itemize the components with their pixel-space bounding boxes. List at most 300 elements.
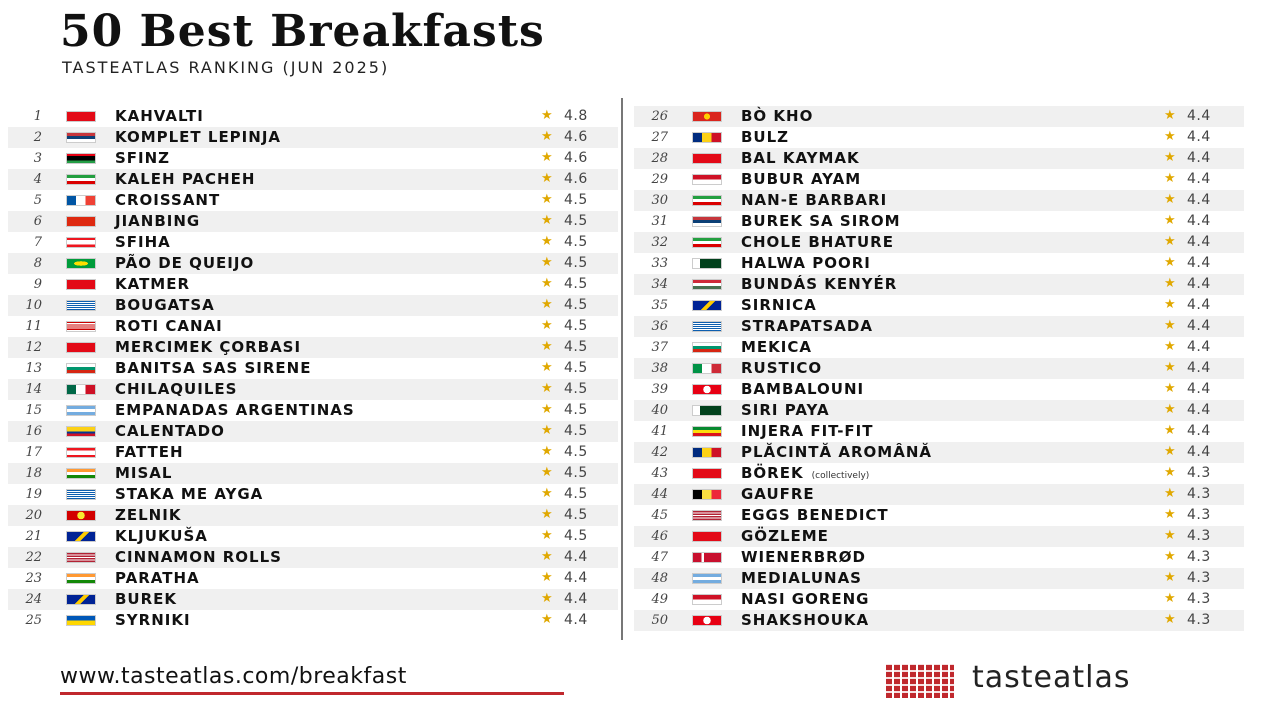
rating-value: 4.4 — [1187, 297, 1211, 313]
flag-ukraine-icon — [66, 615, 96, 626]
rating-value: 4.3 — [1187, 612, 1211, 628]
rank-number: 18 — [25, 466, 42, 481]
flag-argentina-icon — [692, 573, 722, 584]
ranking-row — [8, 106, 618, 127]
flag-lebanon-icon — [66, 237, 96, 248]
ranking-row — [634, 127, 1244, 148]
ranking-row — [8, 610, 618, 631]
rank-number: 16 — [25, 424, 42, 439]
rating-value: 4.5 — [564, 276, 588, 292]
rating-value: 4.4 — [1187, 402, 1211, 418]
flag-turkey-icon — [66, 111, 96, 122]
dish-name[interactable] — [741, 275, 897, 293]
rank-number: 50 — [651, 613, 668, 628]
star-icon: ★ — [541, 150, 553, 165]
dish-name[interactable] — [115, 590, 177, 608]
dish-name-text: SIRNICA — [741, 296, 817, 314]
dish-name-text: HALWA POORI — [741, 254, 871, 272]
star-icon: ★ — [1164, 402, 1176, 417]
rank-number: 15 — [25, 403, 42, 418]
flag-lebanon-icon — [66, 447, 96, 458]
flag-turkey-icon — [692, 468, 722, 479]
flag-belgium-icon — [692, 489, 722, 500]
rating-value: 4.5 — [564, 318, 588, 334]
dish-name-text: CINNAMON ROLLS — [115, 548, 282, 566]
dish-name[interactable] — [741, 233, 894, 251]
rating-value: 4.3 — [1187, 507, 1211, 523]
dish-name-text: BULZ — [741, 128, 790, 146]
dish-name-text: JIANBING — [115, 212, 201, 230]
dish-name[interactable] — [115, 422, 225, 440]
ranking-row — [8, 358, 618, 379]
dish-name[interactable] — [115, 149, 170, 167]
dish-name[interactable] — [115, 338, 301, 356]
rank-number: 6 — [33, 214, 42, 229]
rating-value: 4.4 — [1187, 171, 1211, 187]
dish-name-text: CHILAQUILES — [115, 380, 238, 398]
dish-name[interactable] — [115, 506, 181, 524]
star-icon: ★ — [541, 297, 553, 312]
star-icon: ★ — [541, 528, 553, 543]
rank-number: 13 — [25, 361, 42, 376]
rank-number: 26 — [651, 109, 668, 124]
star-icon: ★ — [541, 276, 553, 291]
dish-name[interactable] — [741, 611, 869, 629]
star-icon: ★ — [541, 423, 553, 438]
rating-value: 4.5 — [564, 486, 588, 502]
dish-name-text: MERCIMEK ÇORBASI — [115, 338, 302, 356]
rating-value: 4.8 — [564, 108, 588, 124]
dish-name[interactable] — [115, 233, 171, 251]
rating-value: 4.4 — [564, 570, 588, 586]
rank-number: 11 — [25, 319, 42, 334]
rank-number: 12 — [25, 340, 42, 355]
flag-iran-icon — [692, 195, 722, 206]
rating-value: 4.5 — [564, 423, 588, 439]
page-subtitle: TASTEATLAS RANKING (JUN 2025) — [62, 58, 390, 77]
rating-value: 4.5 — [564, 360, 588, 376]
ranking-row — [634, 169, 1244, 190]
flag-usa-icon — [66, 552, 96, 563]
flag-libya-icon — [66, 153, 96, 164]
rank-number: 38 — [651, 361, 668, 376]
star-icon: ★ — [1164, 129, 1176, 144]
dish-name-text: MEKICA — [741, 338, 812, 356]
dish-name[interactable] — [115, 107, 204, 125]
dish-name[interactable] — [115, 380, 237, 398]
rank-number: 19 — [25, 487, 42, 502]
flag-italy-icon — [692, 363, 722, 374]
star-icon: ★ — [541, 549, 553, 564]
dish-name[interactable] — [741, 548, 866, 566]
dish-name-text: NAN-E BARBARI — [741, 191, 888, 209]
rating-value: 4.3 — [1187, 570, 1211, 586]
star-icon: ★ — [541, 465, 553, 480]
star-icon: ★ — [541, 213, 553, 228]
dish-name[interactable] — [115, 170, 255, 188]
dish-name-text: ROTI CANAI — [115, 317, 223, 335]
star-icon: ★ — [1164, 255, 1176, 270]
page-title: 50 Best Breakfasts — [60, 6, 545, 57]
star-icon: ★ — [1164, 465, 1176, 480]
star-icon: ★ — [1164, 444, 1176, 459]
dish-name-text: PARATHA — [115, 569, 200, 587]
dish-name-text: BÖREK — [741, 464, 804, 482]
rank-number: 14 — [25, 382, 42, 397]
flag-turkey-icon — [66, 279, 96, 290]
flag-serbia-icon — [692, 216, 722, 227]
dish-name-text: BUBUR AYAM — [741, 170, 862, 188]
flag-china-icon — [66, 216, 96, 227]
flag-romania-icon — [692, 447, 722, 458]
rank-number: 17 — [25, 445, 42, 460]
rating-value: 4.5 — [564, 444, 588, 460]
flag-greece-icon — [692, 321, 722, 332]
flag-france-icon — [66, 195, 96, 206]
star-icon: ★ — [1164, 276, 1176, 291]
rank-number: 27 — [651, 130, 668, 145]
dish-name[interactable] — [115, 359, 311, 377]
star-icon: ★ — [541, 192, 553, 207]
rating-value: 4.5 — [564, 297, 588, 313]
flag-india-icon — [66, 468, 96, 479]
column-divider — [621, 98, 623, 640]
flag-tunisia-icon — [692, 615, 722, 626]
dish-name-text: GAUFRE — [741, 485, 815, 503]
rating-value: 4.5 — [564, 213, 588, 229]
ranking-row — [8, 337, 618, 358]
dish-name[interactable] — [115, 443, 184, 461]
rating-value: 4.4 — [1187, 150, 1211, 166]
brand-logo-text: tasteatlas — [972, 660, 1131, 695]
ranking-row — [8, 484, 618, 505]
dish-name-text: RUSTICO — [741, 359, 823, 377]
flag-pakistan-icon — [692, 258, 722, 269]
rating-value: 4.4 — [1187, 381, 1211, 397]
flag-tunisia-icon — [692, 384, 722, 395]
flag-ethiopia-icon — [692, 426, 722, 437]
dish-name[interactable] — [741, 527, 829, 545]
dish-name[interactable] — [741, 359, 822, 377]
rank-number: 46 — [651, 529, 668, 544]
rank-number: 41 — [651, 424, 668, 439]
dish-name[interactable] — [115, 212, 200, 230]
dish-name-text: BANITSA SAS SIRENE — [115, 359, 312, 377]
rank-number: 33 — [651, 256, 668, 271]
star-icon: ★ — [541, 318, 553, 333]
flag-colombia-icon — [66, 426, 96, 437]
dish-name-text: GÖZLEME — [741, 527, 829, 545]
dish-name[interactable] — [115, 275, 190, 293]
ranking-row — [634, 589, 1244, 610]
rank-number: 7 — [33, 235, 42, 250]
ranking-column-left — [8, 106, 618, 631]
star-icon: ★ — [1164, 108, 1176, 123]
dish-name-text: KAHVALTI — [115, 107, 204, 125]
flag-bulgaria-icon — [66, 363, 96, 374]
dish-name-text: CHOLE BHATURE — [741, 233, 894, 251]
ranking-row — [8, 400, 618, 421]
flag-bulgaria-icon — [692, 342, 722, 353]
dish-name[interactable] — [741, 107, 813, 125]
dish-name-text: MISAL — [115, 464, 173, 482]
ranking-row — [8, 274, 618, 295]
star-icon: ★ — [1164, 339, 1176, 354]
star-icon: ★ — [1164, 549, 1176, 564]
rank-number: 34 — [651, 277, 668, 292]
rank-number: 9 — [33, 277, 42, 292]
dish-name-text: BAL KAYMAK — [741, 149, 860, 167]
rating-value: 4.5 — [564, 465, 588, 481]
star-icon: ★ — [1164, 528, 1176, 543]
flag-malaysia-icon — [66, 321, 96, 332]
rating-value: 4.5 — [564, 528, 588, 544]
ranking-row — [8, 463, 618, 484]
dish-name[interactable] — [115, 254, 254, 272]
rank-number: 5 — [33, 193, 42, 208]
rank-number: 28 — [651, 151, 668, 166]
rating-value: 4.4 — [564, 612, 588, 628]
dish-name-text: STRAPATSADA — [741, 317, 873, 335]
ranking-row — [8, 568, 618, 589]
star-icon: ★ — [541, 612, 553, 627]
ranking-row — [634, 610, 1244, 631]
ranking-row — [634, 190, 1244, 211]
dish-name[interactable] — [741, 170, 861, 188]
dish-name[interactable] — [115, 128, 281, 146]
rank-number: 29 — [651, 172, 668, 187]
dish-name-text: PÃO DE QUEIJO — [115, 254, 255, 272]
dish-name[interactable] — [115, 401, 355, 419]
ranking-row — [634, 505, 1244, 526]
flag-pakistan-icon — [692, 405, 722, 416]
dish-name-text: SYRNIKI — [115, 611, 191, 629]
rating-value: 4.5 — [564, 192, 588, 208]
footer-url-link[interactable]: www.tasteatlas.com/breakfast — [60, 664, 407, 689]
dish-name[interactable] — [741, 380, 864, 398]
rating-value: 4.4 — [1187, 255, 1211, 271]
ranking-row — [8, 589, 618, 610]
rank-number: 48 — [651, 571, 668, 586]
dish-name[interactable] — [741, 464, 869, 482]
dish-name-text: EMPANADAS ARGENTINAS — [115, 401, 355, 419]
rating-value: 4.4 — [1187, 423, 1211, 439]
ranking-row — [634, 274, 1244, 295]
rank-number: 24 — [25, 592, 42, 607]
dish-name-text: BUNDÁS KENYÉR — [741, 275, 898, 293]
rating-value: 4.4 — [1187, 444, 1211, 460]
rating-value: 4.5 — [564, 255, 588, 271]
ranking-row — [634, 358, 1244, 379]
dish-name[interactable] — [741, 506, 889, 524]
dish-name[interactable] — [741, 443, 932, 461]
rating-value: 4.4 — [564, 591, 588, 607]
dish-name[interactable] — [115, 464, 172, 482]
star-icon: ★ — [1164, 318, 1176, 333]
dish-name-text: BOUGATSA — [115, 296, 215, 314]
flag-bosnia-icon — [66, 531, 96, 542]
dish-name-text: CALENTADO — [115, 422, 225, 440]
rank-number: 21 — [25, 529, 42, 544]
star-icon: ★ — [541, 171, 553, 186]
ranking-row — [8, 295, 618, 316]
flag-iran-icon — [692, 237, 722, 248]
rank-number: 30 — [651, 193, 668, 208]
flag-greece-icon — [66, 300, 96, 311]
dish-name[interactable] — [741, 212, 901, 230]
dish-name-text: BUREK SA SIROM — [741, 212, 901, 230]
rank-number: 43 — [651, 466, 668, 481]
rating-value: 4.5 — [564, 381, 588, 397]
flag-denmark-icon — [692, 552, 722, 563]
ranking-row — [8, 127, 618, 148]
ranking-row — [8, 211, 618, 232]
rank-number: 45 — [651, 508, 668, 523]
rating-value: 4.4 — [1187, 108, 1211, 124]
star-icon: ★ — [541, 360, 553, 375]
rank-number: 44 — [651, 487, 668, 502]
dish-name[interactable] — [115, 527, 208, 545]
dish-name-text: BUREK — [115, 590, 178, 608]
dish-name-text: PLĂCINTĂ AROMÂNĂ — [741, 443, 932, 461]
star-icon: ★ — [541, 486, 553, 501]
star-icon: ★ — [541, 129, 553, 144]
star-icon: ★ — [541, 108, 553, 123]
ranking-row — [634, 148, 1244, 169]
ranking-row — [8, 316, 618, 337]
rank-number: 32 — [651, 235, 668, 250]
dish-name[interactable] — [115, 485, 263, 503]
rank-number: 23 — [25, 571, 42, 586]
ranking-row — [8, 547, 618, 568]
dish-name[interactable] — [741, 317, 873, 335]
star-icon: ★ — [541, 234, 553, 249]
dish-name[interactable] — [741, 485, 815, 503]
rating-value: 4.5 — [564, 402, 588, 418]
flag-indonesia-icon — [692, 174, 722, 185]
flag-indonesia-icon — [692, 594, 722, 605]
dish-name[interactable] — [741, 128, 789, 146]
ranking-row — [8, 190, 618, 211]
ranking-row — [8, 442, 618, 463]
rating-value: 4.5 — [564, 507, 588, 523]
dish-name[interactable] — [741, 338, 812, 356]
rank-number: 3 — [33, 151, 42, 166]
flag-brazil-icon — [66, 258, 96, 269]
dish-note: (collectively) — [811, 471, 870, 481]
rank-number: 42 — [651, 445, 668, 460]
dish-name[interactable] — [115, 191, 220, 209]
dish-name-text: SHAKSHOUKA — [741, 611, 870, 629]
star-icon: ★ — [541, 444, 553, 459]
rank-number: 35 — [651, 298, 668, 313]
dish-name[interactable] — [115, 569, 200, 587]
flag-romania-icon — [692, 132, 722, 143]
flag-turkey-icon — [692, 531, 722, 542]
dish-name[interactable] — [741, 191, 887, 209]
tasteatlas-logo-icon — [886, 664, 954, 698]
dish-name-text: EGGS BENEDICT — [741, 506, 889, 524]
rating-value: 4.6 — [564, 150, 588, 166]
dish-name-text: SFINZ — [115, 149, 171, 167]
dish-name-text: STAKA ME AYGA — [115, 485, 264, 503]
flag-bosnia-icon — [66, 594, 96, 605]
rank-number: 20 — [25, 508, 42, 523]
ranking-row — [634, 484, 1244, 505]
rating-value: 4.3 — [1187, 486, 1211, 502]
ranking-column-right — [634, 106, 1244, 631]
rating-value: 4.4 — [1187, 318, 1211, 334]
star-icon: ★ — [1164, 360, 1176, 375]
ranking-row — [8, 253, 618, 274]
star-icon: ★ — [1164, 570, 1176, 585]
dish-name[interactable] — [741, 590, 870, 608]
rating-value: 4.3 — [1187, 591, 1211, 607]
dish-name-text: NASI GORENG — [741, 590, 870, 608]
rank-number: 37 — [651, 340, 668, 355]
dish-name[interactable] — [115, 296, 215, 314]
star-icon: ★ — [1164, 234, 1176, 249]
dish-name[interactable] — [741, 401, 830, 419]
url-underline — [60, 692, 564, 695]
rank-number: 36 — [651, 319, 668, 334]
star-icon: ★ — [1164, 297, 1176, 312]
rating-value: 4.4 — [1187, 129, 1211, 145]
rating-value: 4.4 — [1187, 339, 1211, 355]
rating-value: 4.4 — [564, 549, 588, 565]
ranking-row — [634, 442, 1244, 463]
dish-name[interactable] — [741, 149, 860, 167]
ranking-row — [8, 232, 618, 253]
star-icon: ★ — [1164, 381, 1176, 396]
rating-value: 4.4 — [1187, 234, 1211, 250]
dish-name[interactable] — [741, 254, 871, 272]
dish-name[interactable] — [115, 548, 282, 566]
dish-name[interactable] — [115, 611, 191, 629]
dish-name[interactable] — [741, 422, 873, 440]
ranking-row — [8, 505, 618, 526]
dish-name[interactable] — [741, 296, 817, 314]
dish-name[interactable] — [115, 317, 223, 335]
ranking-row — [634, 379, 1244, 400]
star-icon: ★ — [541, 255, 553, 270]
star-icon: ★ — [541, 507, 553, 522]
star-icon: ★ — [1164, 213, 1176, 228]
rating-value: 4.3 — [1187, 465, 1211, 481]
ranking-row — [634, 316, 1244, 337]
dish-name-text: MEDIALUNAS — [741, 569, 862, 587]
dish-name-text: FATTEH — [115, 443, 184, 461]
ranking-row — [8, 526, 618, 547]
rank-number: 2 — [33, 130, 42, 145]
ranking-row — [634, 568, 1244, 589]
ranking-row — [634, 295, 1244, 316]
dish-name-text: WIENERBRØD — [741, 548, 866, 566]
dish-name[interactable] — [741, 569, 862, 587]
ranking-row — [634, 253, 1244, 274]
rating-value: 4.4 — [1187, 360, 1211, 376]
rank-number: 10 — [25, 298, 42, 313]
flag-hungary-icon — [692, 279, 722, 290]
rank-number: 8 — [33, 256, 42, 271]
rating-value: 4.6 — [564, 129, 588, 145]
rank-number: 1 — [33, 109, 42, 124]
ranking-row — [634, 421, 1244, 442]
rank-number: 4 — [33, 172, 42, 187]
dish-name-text: BÒ KHO — [741, 107, 814, 125]
star-icon: ★ — [541, 570, 553, 585]
star-icon: ★ — [1164, 486, 1176, 501]
